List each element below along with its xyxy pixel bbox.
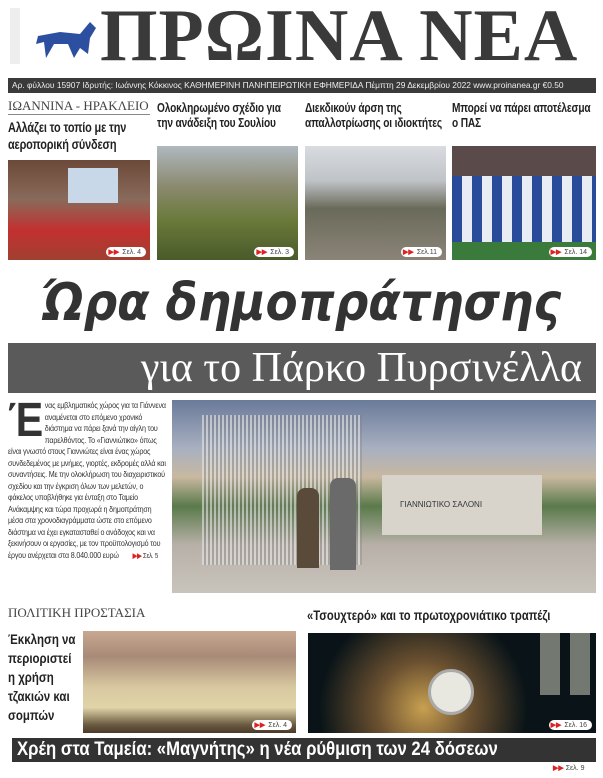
bottom-left-title[interactable]: Έκκληση να περιοριστεί η χρήση τζακιών και σομπών (8, 631, 76, 723)
page-ref[interactable]: ▶▶ Σελ.11 (401, 247, 442, 257)
story-image-team (452, 146, 596, 260)
bull-logo (10, 8, 98, 66)
page-ref[interactable]: ▶▶ Σελ. 9 (548, 763, 589, 773)
lead-subheadline: για το Πάρκο Πυρσινέλλα (8, 343, 596, 393)
top-story-4[interactable] (452, 100, 596, 130)
bottom-left-story[interactable] (8, 630, 80, 725)
masthead-title: ΠΡΩΙΝΑ ΝΕΑ (100, 0, 579, 77)
story-title[interactable]: Μπορεί να πάρει αποτέλεσμα ο ΠΑΣ (452, 100, 591, 130)
top-story-1[interactable] (8, 98, 150, 153)
smog-mountain-image (83, 631, 296, 733)
bottom-bar-headline[interactable]: Χρέη στα Ταμεία: «Μαγνήτης» η νέα ρύθμιση των 24 δόσεων (12, 738, 596, 762)
story-image-souli (157, 146, 298, 260)
lead-article-body: Ένας εμβληματικός χώρος για τα Γιάννενα αναμένεται στο επόμενο χρονικό διάστημα να πάρει ξανά την αίγλη του παρελθόντος. Το «Γιαννιώτικο» όπως είναι γνωστό στους Γιαννιώτες είναι ένας χώρος συνδεδεμένος με μνήμες, γιορτές, εκδρομές αλλά και συναντήσεις. Με την ολοκλήρωση του διαχειριστικού σχεδίου και την έγκριση όλων των μελετών, ο φάκελος υποβλήθηκε για ένταξη στο Ταμείο Ανάκαμψης και τώρα προχωρά η δημοπράτηση μέσα στα χρονοδιαγράμματα ώστε στο επόμενο διάστημα να έχει εγκατασταθεί ο ανάδοχος και να ξεκινήσουν οι εργασίες, με τον προϋπολογισμό του έργου ανέρχεται στα 8.040.000 ευρώ ▶▶ Σελ. 5 (8, 394, 166, 560)
bottom-right-title[interactable]: «Τσουχτερό» και το πρωτοχρονιάτικο τραπέζι (307, 607, 551, 623)
page-ref[interactable]: ▶▶ Σελ. 5 (132, 552, 159, 560)
lead-headline[interactable]: Ώρα δημοπράτησης (41, 273, 562, 333)
story-kicker: ΙΩΑΝΝΙΝΑ - ΗΡΑΚΛΕΙΟ (8, 98, 149, 113)
page-ref[interactable]: ▶▶ Σελ. 16 (549, 720, 592, 730)
story-title[interactable]: Διεκδικούν άρση της απαλλοτρίωσης οι ιδιοκτήτες (305, 100, 442, 130)
park-sign: ΓΙΑΝΝΙΩΤΙΚΟ ΣΑΛΟΝΙ (400, 500, 483, 509)
page-ref[interactable]: ▶▶ Σελ. 14 (549, 247, 592, 257)
drop-cap: Έ (8, 394, 44, 447)
new-year-table-image (308, 633, 596, 733)
info-bar: Αρ. φύλλου 15907 Ιδρυτής: Ιωάννης Κόκκινος ΚΑΘΗΜΕΡΙΝΗ ΠΑΝΗΠΕΙΡΩΤΙΚΗ ΕΦΗΜΕΡΙΔΑ Πέμπτη 29 Δεκεμβρίου 2022 www.proinanea.gr €0.50 (8, 78, 596, 93)
story-title[interactable]: Αλλάζει το τοπίο με την αεροπορική σύνδεση (8, 119, 127, 152)
page-ref[interactable]: ▶▶ Σελ. 4 (106, 247, 146, 257)
bottom-left-kicker: ΠΟΛΙΤΙΚΗ ΠΡΟΣΤΑΣΙΑ (8, 605, 146, 620)
story-image-road (305, 146, 446, 260)
top-story-3[interactable] (305, 100, 446, 130)
page-ref[interactable]: ▶▶ Σελ. 4 (252, 720, 292, 730)
bottom-right-story[interactable] (307, 606, 597, 628)
story-title[interactable]: Ολοκληρωμένο σχέδιο για την ανάδειξη του Σουλίου (157, 100, 281, 130)
lead-image-park-render (172, 400, 596, 593)
page-ref[interactable]: ▶▶ Σελ. 3 (254, 247, 294, 257)
top-story-2[interactable] (157, 100, 298, 130)
story-image-meeting (8, 160, 150, 260)
